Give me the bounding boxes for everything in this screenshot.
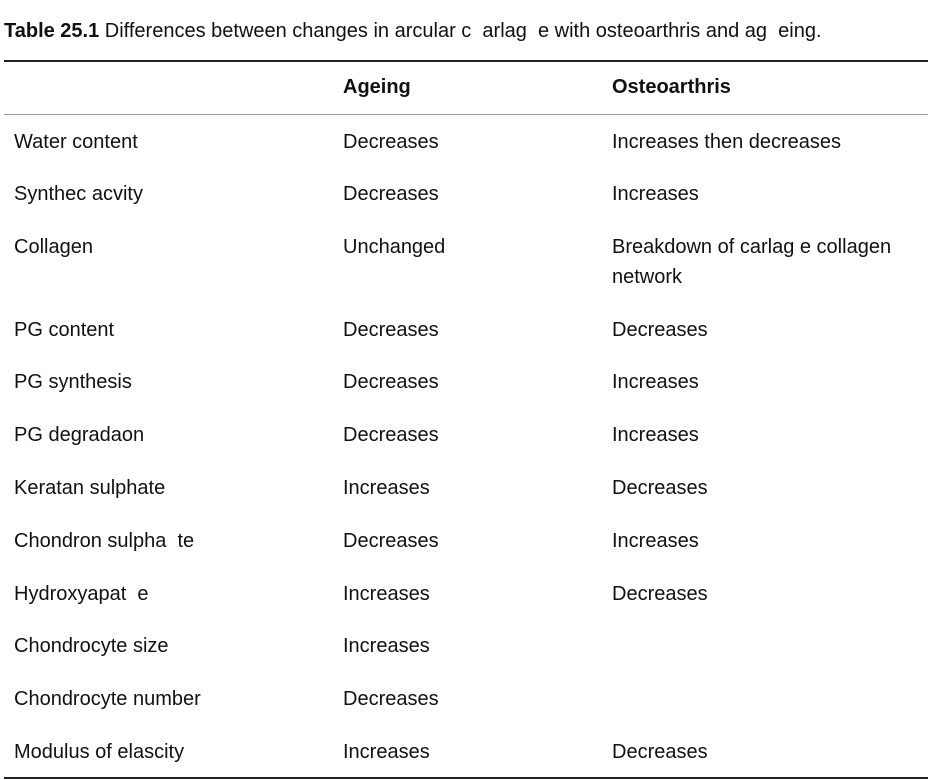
table-header-rule xyxy=(4,114,928,115)
row-osteoarthritis: Decreases xyxy=(612,583,708,605)
table-caption-text: Differences between changes in arcular c arlag e with osteoarthris and ag eing. xyxy=(99,20,822,42)
row-osteoarthritis: Increases then decreases xyxy=(612,131,842,153)
row-osteoarthritis: Decreases xyxy=(612,477,708,499)
table-top-rule xyxy=(4,60,928,62)
row-parameter: Synthec acvity xyxy=(14,183,143,205)
row-ageing: Decreases xyxy=(343,183,439,205)
row-parameter: Keratan sulphate xyxy=(14,477,166,499)
row-parameter: PG content xyxy=(14,319,115,341)
row-ageing: Decreases xyxy=(343,530,439,552)
row-ageing: Increases xyxy=(343,635,430,657)
row-ageing: Unchanged xyxy=(343,236,446,258)
header-ageing: Ageing xyxy=(343,76,411,98)
row-ageing: Increases xyxy=(343,741,430,763)
row-ageing: Decreases xyxy=(343,424,439,446)
header-osteoarthritis: Osteoarthris xyxy=(612,76,731,98)
row-parameter: Chondron sulpha te xyxy=(14,530,195,552)
row-ageing: Decreases xyxy=(343,371,439,393)
row-parameter: Chondrocyte number xyxy=(14,688,201,710)
row-osteoarthritis: Increases xyxy=(612,424,699,446)
row-ageing: Decreases xyxy=(343,131,439,153)
row-osteoarthritis: Decreases xyxy=(612,319,708,341)
row-osteoarthritis: Decreases xyxy=(612,741,708,763)
row-parameter: Chondrocyte size xyxy=(14,635,169,657)
row-osteoarthritis: Increases xyxy=(612,183,699,205)
row-ageing: Increases xyxy=(343,583,430,605)
row-ageing: Increases xyxy=(343,477,430,499)
row-parameter: PG degradaon xyxy=(14,424,145,446)
row-osteoarthritis: Breakdown of carlag e collagen network xyxy=(612,236,892,288)
table-bottom-rule xyxy=(4,777,928,779)
row-parameter: Modulus of elascity xyxy=(14,741,185,763)
table-caption xyxy=(4,18,822,44)
row-parameter: PG synthesis xyxy=(14,371,132,393)
table-caption-label: Table 25.1 xyxy=(4,20,100,42)
row-parameter: Hydroxyapat e xyxy=(14,583,149,605)
row-osteoarthritis: Increases xyxy=(612,371,699,393)
row-parameter: Collagen xyxy=(14,236,93,258)
row-osteoarthritis: Increases xyxy=(612,530,699,552)
row-ageing: Decreases xyxy=(343,319,439,341)
row-parameter: Water content xyxy=(14,131,138,153)
row-ageing: Decreases xyxy=(343,688,439,710)
